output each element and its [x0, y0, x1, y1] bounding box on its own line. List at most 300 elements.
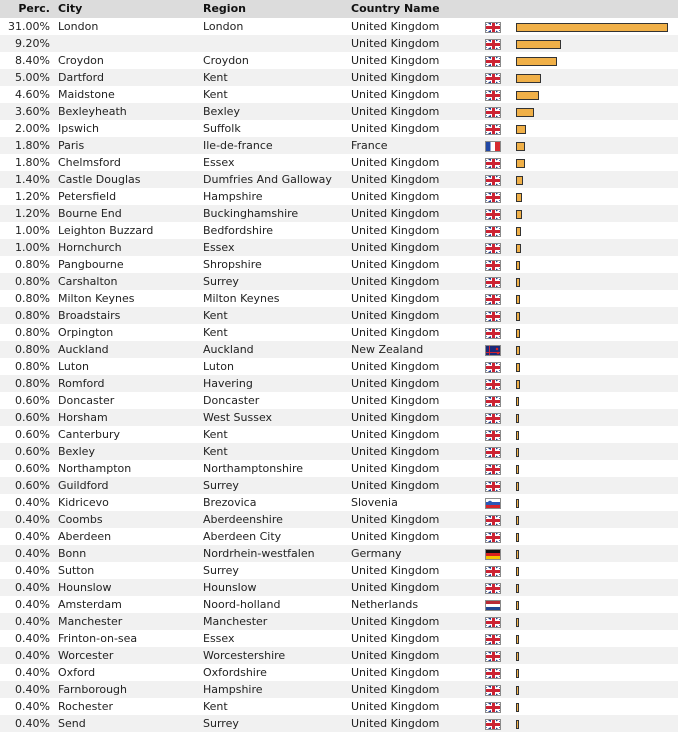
- flag-cell: [485, 69, 516, 86]
- perc-cell: 0.60%: [0, 409, 54, 426]
- perc-cell: 0.40%: [0, 698, 54, 715]
- flag-cell: [485, 528, 516, 545]
- city-cell: Broadstairs: [54, 307, 199, 324]
- flag-cell: [485, 494, 516, 511]
- country-cell: United Kingdom: [347, 511, 485, 528]
- bar-cell: [516, 205, 678, 222]
- bar-cell: [516, 630, 678, 647]
- table-body: [0, 18, 678, 732]
- city-cell: Horsham: [54, 409, 199, 426]
- table-row: [0, 409, 678, 426]
- header-city[interactable]: City: [54, 0, 199, 18]
- bar-cell: [516, 52, 678, 69]
- table-row: [0, 273, 678, 290]
- header-perc[interactable]: Perc.: [0, 0, 54, 18]
- table-row: [0, 324, 678, 341]
- perc-cell: 0.80%: [0, 375, 54, 392]
- header-region[interactable]: Region: [199, 0, 347, 18]
- flag-cell: [485, 647, 516, 664]
- uk-flag-icon: [485, 158, 501, 169]
- region-cell: Milton Keynes: [199, 290, 347, 307]
- country-cell: United Kingdom: [347, 35, 485, 52]
- fr-flag-icon: [485, 141, 501, 152]
- percentage-bar: [516, 244, 521, 253]
- table-row: [0, 477, 678, 494]
- table-row: [0, 103, 678, 120]
- city-cell: Sutton: [54, 562, 199, 579]
- perc-cell: 0.40%: [0, 545, 54, 562]
- uk-flag-icon: [485, 668, 501, 679]
- uk-flag-icon: [485, 702, 501, 713]
- bar-cell: [516, 239, 678, 256]
- flag-cell: [485, 596, 516, 613]
- table-row: [0, 494, 678, 511]
- country-cell: United Kingdom: [347, 579, 485, 596]
- bar-cell: [516, 698, 678, 715]
- uk-flag-icon: [485, 73, 501, 84]
- city-cell: Dartford: [54, 69, 199, 86]
- city-cell: Hornchurch: [54, 239, 199, 256]
- percentage-bar: [516, 312, 520, 321]
- city-cell: Auckland: [54, 341, 199, 358]
- uk-flag-icon: [485, 566, 501, 577]
- flag-cell: [485, 239, 516, 256]
- perc-cell: 0.40%: [0, 630, 54, 647]
- city-cell: Canterbury: [54, 426, 199, 443]
- perc-cell: 1.20%: [0, 188, 54, 205]
- perc-cell: 5.00%: [0, 69, 54, 86]
- flag-cell: [485, 681, 516, 698]
- city-cell: [54, 35, 199, 52]
- perc-cell: 0.40%: [0, 715, 54, 732]
- flag-cell: [485, 426, 516, 443]
- city-cell: Northampton: [54, 460, 199, 477]
- flag-cell: [485, 511, 516, 528]
- table-row: [0, 205, 678, 222]
- region-cell: Worcestershire: [199, 647, 347, 664]
- region-cell: London: [199, 18, 347, 35]
- bar-cell: [516, 120, 678, 137]
- table-row: [0, 137, 678, 154]
- country-cell: United Kingdom: [347, 715, 485, 732]
- bar-cell: [516, 664, 678, 681]
- perc-cell: 0.40%: [0, 511, 54, 528]
- uk-flag-icon: [485, 430, 501, 441]
- percentage-bar: [516, 465, 519, 474]
- region-cell: Aberdeenshire: [199, 511, 347, 528]
- city-cell: Luton: [54, 358, 199, 375]
- city-cell: Bexleyheath: [54, 103, 199, 120]
- city-cell: Bourne End: [54, 205, 199, 222]
- percentage-bar: [516, 40, 561, 49]
- table-row: [0, 613, 678, 630]
- uk-flag-icon: [485, 362, 501, 373]
- table-row: [0, 664, 678, 681]
- percentage-bar: [516, 431, 519, 440]
- city-cell: Ipswich: [54, 120, 199, 137]
- flag-cell: [485, 409, 516, 426]
- country-cell: United Kingdom: [347, 52, 485, 69]
- country-cell: United Kingdom: [347, 630, 485, 647]
- country-cell: United Kingdom: [347, 477, 485, 494]
- flag-cell: [485, 443, 516, 460]
- de-flag-icon: [485, 549, 501, 560]
- flag-cell: [485, 222, 516, 239]
- table-row: [0, 18, 678, 35]
- perc-cell: 3.60%: [0, 103, 54, 120]
- perc-cell: 0.80%: [0, 341, 54, 358]
- bar-cell: [516, 35, 678, 52]
- flag-cell: [485, 392, 516, 409]
- country-cell: United Kingdom: [347, 375, 485, 392]
- perc-cell: 31.00%: [0, 18, 54, 35]
- region-cell: Aberdeen City: [199, 528, 347, 545]
- nz-flag-icon: [485, 345, 501, 356]
- city-cell: Leighton Buzzard: [54, 222, 199, 239]
- country-cell: United Kingdom: [347, 324, 485, 341]
- uk-flag-icon: [485, 464, 501, 475]
- flag-cell: [485, 579, 516, 596]
- table-row: [0, 154, 678, 171]
- perc-cell: 0.40%: [0, 562, 54, 579]
- region-cell: Dumfries And Galloway: [199, 171, 347, 188]
- region-cell: Northamptonshire: [199, 460, 347, 477]
- table-row: [0, 579, 678, 596]
- bar-cell: [516, 137, 678, 154]
- percentage-bar: [516, 380, 520, 389]
- country-cell: United Kingdom: [347, 681, 485, 698]
- uk-flag-icon: [485, 243, 501, 254]
- bar-cell: [516, 613, 678, 630]
- bar-cell: [516, 86, 678, 103]
- table-row: [0, 392, 678, 409]
- table-row: [0, 715, 678, 732]
- uk-flag-icon: [485, 260, 501, 271]
- bar-cell: [516, 545, 678, 562]
- flag-cell: [485, 35, 516, 52]
- percentage-bar: [516, 346, 520, 355]
- perc-cell: 0.60%: [0, 426, 54, 443]
- city-cell: Frinton-on-sea: [54, 630, 199, 647]
- city-cell: Kidricevo: [54, 494, 199, 511]
- flag-cell: [485, 205, 516, 222]
- bar-cell: [516, 103, 678, 120]
- flag-cell: [485, 103, 516, 120]
- country-cell: United Kingdom: [347, 290, 485, 307]
- bar-cell: [516, 596, 678, 613]
- flag-cell: [485, 307, 516, 324]
- uk-flag-icon: [485, 192, 501, 203]
- country-cell: United Kingdom: [347, 528, 485, 545]
- bar-cell: [516, 358, 678, 375]
- percentage-bar: [516, 91, 539, 100]
- bar-cell: [516, 375, 678, 392]
- uk-flag-icon: [485, 22, 501, 33]
- perc-cell: 1.20%: [0, 205, 54, 222]
- city-cell: Coombs: [54, 511, 199, 528]
- table-row: [0, 511, 678, 528]
- perc-cell: 0.40%: [0, 579, 54, 596]
- perc-cell: 0.60%: [0, 477, 54, 494]
- region-cell: Hounslow: [199, 579, 347, 596]
- flag-cell: [485, 86, 516, 103]
- percentage-bar: [516, 618, 519, 627]
- perc-cell: 0.40%: [0, 613, 54, 630]
- region-cell: Essex: [199, 239, 347, 256]
- city-cell: Croydon: [54, 52, 199, 69]
- percentage-bar: [516, 635, 519, 644]
- city-cell: Paris: [54, 137, 199, 154]
- flag-cell: [485, 358, 516, 375]
- flag-cell: [485, 154, 516, 171]
- city-cell: Amsterdam: [54, 596, 199, 613]
- percentage-bar: [516, 533, 519, 542]
- flag-cell: [485, 188, 516, 205]
- perc-cell: 0.40%: [0, 494, 54, 511]
- uk-flag-icon: [485, 226, 501, 237]
- country-cell: United Kingdom: [347, 443, 485, 460]
- uk-flag-icon: [485, 294, 501, 305]
- table-row: [0, 290, 678, 307]
- percentage-bar: [516, 686, 519, 695]
- percentage-bar: [516, 703, 519, 712]
- perc-cell: 1.00%: [0, 239, 54, 256]
- table-row: [0, 171, 678, 188]
- country-cell: United Kingdom: [347, 120, 485, 137]
- country-cell: United Kingdom: [347, 664, 485, 681]
- flag-cell: [485, 52, 516, 69]
- perc-cell: 1.80%: [0, 154, 54, 171]
- region-cell: Bexley: [199, 103, 347, 120]
- uk-flag-icon: [485, 447, 501, 458]
- bar-cell: [516, 426, 678, 443]
- bar-cell: [516, 307, 678, 324]
- city-cell: Romford: [54, 375, 199, 392]
- region-cell: Essex: [199, 630, 347, 647]
- percentage-bar: [516, 74, 541, 83]
- region-cell: Brezovica: [199, 494, 347, 511]
- region-cell: Noord-holland: [199, 596, 347, 613]
- header-bar: [516, 0, 678, 18]
- flag-cell: [485, 460, 516, 477]
- perc-cell: 0.40%: [0, 664, 54, 681]
- city-cell: Bonn: [54, 545, 199, 562]
- region-cell: Kent: [199, 86, 347, 103]
- header-flag: [485, 0, 516, 18]
- city-cell: Farnborough: [54, 681, 199, 698]
- city-cell: Orpington: [54, 324, 199, 341]
- region-cell: Kent: [199, 443, 347, 460]
- percentage-bar: [516, 499, 519, 508]
- percentage-bar: [516, 23, 668, 32]
- percentage-bar: [516, 261, 520, 270]
- percentage-bar: [516, 210, 522, 219]
- city-cell: Hounslow: [54, 579, 199, 596]
- table-row: [0, 698, 678, 715]
- perc-cell: 0.60%: [0, 392, 54, 409]
- country-cell: United Kingdom: [347, 69, 485, 86]
- flag-cell: [485, 18, 516, 35]
- flag-cell: [485, 273, 516, 290]
- percentage-bar: [516, 159, 525, 168]
- region-cell: Essex: [199, 154, 347, 171]
- table-row: [0, 545, 678, 562]
- percentage-bar: [516, 125, 526, 134]
- bar-cell: [516, 392, 678, 409]
- city-cell: Milton Keynes: [54, 290, 199, 307]
- region-cell: Kent: [199, 69, 347, 86]
- bar-cell: [516, 171, 678, 188]
- table-row: [0, 35, 678, 52]
- perc-cell: 0.40%: [0, 681, 54, 698]
- flag-cell: [485, 375, 516, 392]
- bar-cell: [516, 324, 678, 341]
- percentage-bar: [516, 652, 519, 661]
- uk-flag-icon: [485, 379, 501, 390]
- flag-cell: [485, 545, 516, 562]
- percentage-bar: [516, 516, 519, 525]
- uk-flag-icon: [485, 515, 501, 526]
- table-header: [0, 0, 678, 18]
- uk-flag-icon: [485, 719, 501, 730]
- country-cell: United Kingdom: [347, 409, 485, 426]
- country-cell: United Kingdom: [347, 358, 485, 375]
- flag-cell: [485, 290, 516, 307]
- bar-cell: [516, 562, 678, 579]
- percentage-bar: [516, 176, 523, 185]
- perc-cell: 0.40%: [0, 596, 54, 613]
- table-row: [0, 562, 678, 579]
- table-row: [0, 426, 678, 443]
- table-row: [0, 528, 678, 545]
- percentage-bar: [516, 414, 519, 423]
- country-cell: France: [347, 137, 485, 154]
- percentage-bar: [516, 108, 534, 117]
- country-cell: United Kingdom: [347, 205, 485, 222]
- country-cell: United Kingdom: [347, 222, 485, 239]
- bar-cell: [516, 511, 678, 528]
- country-cell: United Kingdom: [347, 171, 485, 188]
- country-cell: Slovenia: [347, 494, 485, 511]
- bar-cell: [516, 69, 678, 86]
- uk-flag-icon: [485, 90, 501, 101]
- perc-cell: 0.80%: [0, 358, 54, 375]
- city-cell: Carshalton: [54, 273, 199, 290]
- uk-flag-icon: [485, 39, 501, 50]
- country-cell: United Kingdom: [347, 18, 485, 35]
- uk-flag-icon: [485, 583, 501, 594]
- perc-cell: 0.80%: [0, 307, 54, 324]
- bar-cell: [516, 443, 678, 460]
- uk-flag-icon: [485, 617, 501, 628]
- uk-flag-icon: [485, 651, 501, 662]
- flag-cell: [485, 698, 516, 715]
- country-cell: United Kingdom: [347, 647, 485, 664]
- table-row: [0, 188, 678, 205]
- flag-cell: [485, 664, 516, 681]
- header-country[interactable]: Country Name: [347, 0, 485, 18]
- uk-flag-icon: [485, 124, 501, 135]
- country-cell: United Kingdom: [347, 103, 485, 120]
- flag-cell: [485, 341, 516, 358]
- flag-cell: [485, 256, 516, 273]
- city-cell: Send: [54, 715, 199, 732]
- table-row: [0, 256, 678, 273]
- perc-cell: 1.00%: [0, 222, 54, 239]
- table-row: [0, 69, 678, 86]
- region-cell: Luton: [199, 358, 347, 375]
- region-cell: Kent: [199, 426, 347, 443]
- table-row: [0, 358, 678, 375]
- perc-cell: 0.80%: [0, 290, 54, 307]
- region-cell: Hampshire: [199, 188, 347, 205]
- uk-flag-icon: [485, 175, 501, 186]
- percentage-bar: [516, 669, 519, 678]
- region-cell: Auckland: [199, 341, 347, 358]
- bar-cell: [516, 460, 678, 477]
- region-cell: Shropshire: [199, 256, 347, 273]
- table-row: [0, 120, 678, 137]
- bar-cell: [516, 494, 678, 511]
- country-cell: United Kingdom: [347, 613, 485, 630]
- city-cell: Guildford: [54, 477, 199, 494]
- perc-cell: 0.40%: [0, 528, 54, 545]
- country-cell: United Kingdom: [347, 426, 485, 443]
- percentage-bar: [516, 227, 521, 236]
- bar-cell: [516, 715, 678, 732]
- region-cell: Kent: [199, 324, 347, 341]
- country-cell: United Kingdom: [347, 86, 485, 103]
- bar-cell: [516, 154, 678, 171]
- country-cell: United Kingdom: [347, 239, 485, 256]
- uk-flag-icon: [485, 532, 501, 543]
- percentage-bar: [516, 448, 519, 457]
- region-cell: Kent: [199, 307, 347, 324]
- region-cell: Kent: [199, 698, 347, 715]
- region-cell: Manchester: [199, 613, 347, 630]
- perc-cell: 0.80%: [0, 273, 54, 290]
- flag-cell: [485, 137, 516, 154]
- uk-flag-icon: [485, 277, 501, 288]
- uk-flag-icon: [485, 107, 501, 118]
- table-row: [0, 239, 678, 256]
- table-row: [0, 307, 678, 324]
- country-cell: United Kingdom: [347, 256, 485, 273]
- perc-cell: 8.40%: [0, 52, 54, 69]
- country-cell: United Kingdom: [347, 698, 485, 715]
- country-cell: New Zealand: [347, 341, 485, 358]
- region-cell: Buckinghamshire: [199, 205, 347, 222]
- bar-cell: [516, 256, 678, 273]
- perc-cell: 0.80%: [0, 256, 54, 273]
- country-cell: United Kingdom: [347, 307, 485, 324]
- percentage-bar: [516, 550, 519, 559]
- flag-cell: [485, 613, 516, 630]
- percentage-bar: [516, 584, 519, 593]
- uk-flag-icon: [485, 328, 501, 339]
- perc-cell: 2.00%: [0, 120, 54, 137]
- table-row: [0, 596, 678, 613]
- city-cell: Doncaster: [54, 392, 199, 409]
- city-cell: Maidstone: [54, 86, 199, 103]
- percentage-bar: [516, 295, 520, 304]
- percentage-bar: [516, 278, 520, 287]
- country-cell: United Kingdom: [347, 154, 485, 171]
- region-cell: Oxfordshire: [199, 664, 347, 681]
- uk-flag-icon: [485, 56, 501, 67]
- bar-cell: [516, 18, 678, 35]
- city-cell: Pangbourne: [54, 256, 199, 273]
